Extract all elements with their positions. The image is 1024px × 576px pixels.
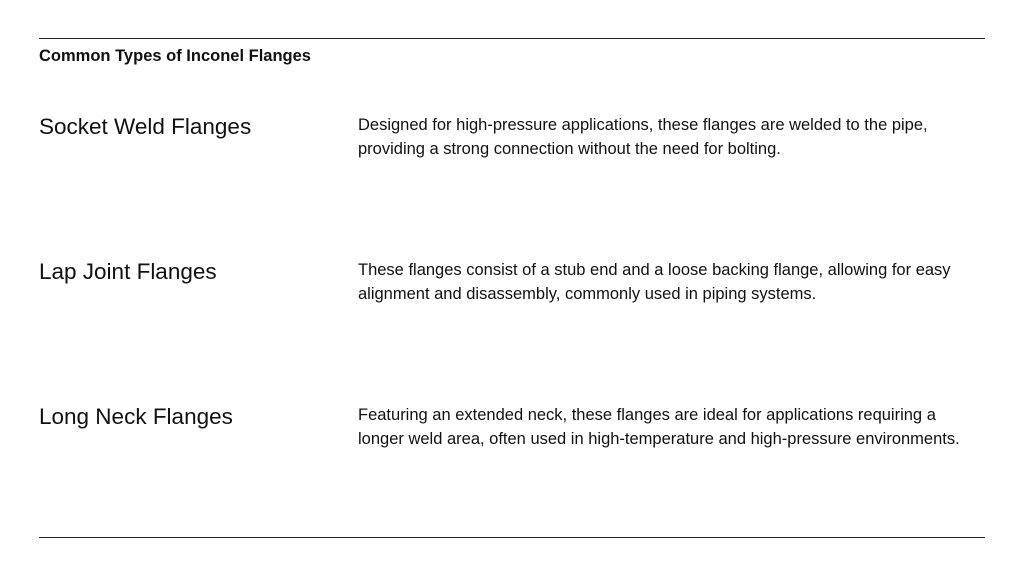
flange-type-description: These flanges consist of a stub end and a loose backing flange, allowing for easy alignment and disassembly, commonly used in piping systems. — [358, 261, 951, 303]
flange-type-title: Long Neck Flanges — [39, 404, 233, 429]
flange-type-title: Socket Weld Flanges — [39, 114, 252, 139]
top-divider — [39, 38, 985, 39]
flange-type-description: Featuring an extended neck, these flanges are ideal for applications requiring a longer weld area, often used in high-temperature and high-pressure environments. — [358, 406, 960, 448]
flange-type-title: Lap Joint Flanges — [39, 259, 217, 284]
bottom-divider — [39, 537, 985, 538]
flange-type-description: Designed for high-pressure applications, these flanges are welded to the pipe, providing a strong connection without the need for bolting. — [358, 116, 928, 158]
section-heading: Common Types of Inconel Flanges — [39, 47, 311, 65]
